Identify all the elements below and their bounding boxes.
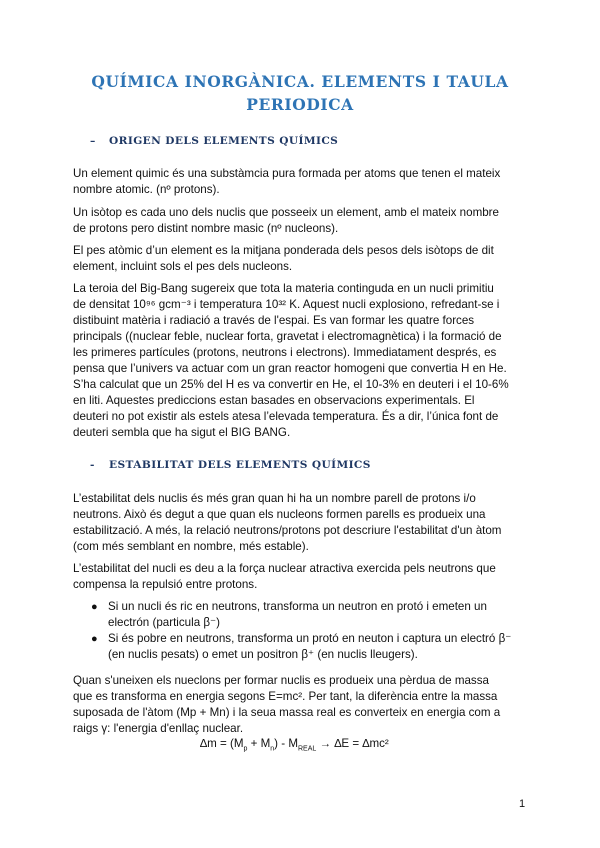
title-line: QUÍMICA INORGÀNICA. ELEMENTS I TAULA <box>91 72 509 91</box>
title-line: PERIODICA <box>246 95 354 114</box>
formula-part: + M <box>247 737 271 750</box>
formula-subscript: REAL <box>298 745 317 753</box>
text-line: estabilització. A més, la relació neutrons/protons pot descriure l'estabilitat d'un àtom <box>73 524 502 537</box>
text-line: Un element quimic és una substàmcia pura formada per atoms que tenen el mateix <box>73 167 501 180</box>
text-line: neutrons. Això és degut a que quan els nucleons formen parells es produeix una <box>73 508 486 521</box>
heading-text: ORIGEN DELS ELEMENTS QUÍMICS <box>109 135 339 147</box>
formula-subscript: n <box>270 745 275 753</box>
paragraph <box>73 166 523 198</box>
text-line: deuteri no pot existir als estels atesa l’elevada temperatura. És a dir, l’única font de <box>73 410 499 423</box>
paragraph <box>73 243 523 275</box>
text-line: pensa que l’univers va actuar com un gran reactor homogeni que convertia H en He. <box>73 362 507 375</box>
text-line: suposada de l'àtom (Mp + Mn) i la seua massa real es converteix en energia com a <box>73 706 501 719</box>
text-line: element, incluint sols el pes dels nucleons. <box>73 260 293 273</box>
page-number: 1 <box>519 798 526 810</box>
text-line: El pes atòmic d’un element es la mitjana ponderada dels pesos dels isòtops de dit <box>73 244 494 257</box>
formula-subscript: p <box>243 745 248 753</box>
formula-part: ) - M <box>274 737 298 750</box>
heading-text: ESTABILITAT DELS ELEMENTS QUÍMICS <box>109 459 371 471</box>
section-heading-estabilitat <box>92 459 371 471</box>
list-item-text <box>108 599 487 631</box>
mass-defect-formula <box>200 737 389 752</box>
text-line: La teroia del Big-Bang sugereix que tota la materia continguda en un nucli primitiu <box>73 282 494 295</box>
text-line: electrón (particula β⁻) <box>108 616 221 629</box>
heading-bullet: – <box>90 135 96 147</box>
text-line: (com més semblant en nombre, més estable). <box>73 540 309 553</box>
text-line: principals ((nuclear feble, nuclear forta, gravetat i electromagnètica) i la formació de <box>73 330 502 343</box>
text-line: L’estabilitat dels nuclis és més gran quan hi ha un nombre parell de protons i/o <box>73 492 476 505</box>
text-line: nombre atomic. (nº protons). <box>73 183 220 196</box>
text-line: raigs γ: l'energia d'enllaç nuclear. <box>73 722 244 735</box>
text-line: Si un nucli és ric en neutrons, transforma un neutron en protó i emeten un <box>108 600 487 613</box>
paragraph <box>73 561 523 593</box>
list-item-text <box>108 631 511 663</box>
text-line: L’estabilitat del nucli es deu a la força nuclear atractiva exercida pels neutrons que <box>73 562 496 575</box>
paragraph <box>73 205 523 237</box>
paragraph <box>73 673 523 737</box>
page-title <box>60 70 540 116</box>
formula-part: ∆m = (M <box>200 737 244 750</box>
text-line: que es transforma en energia segons E=mc². Per tant, la diferència entre la massa <box>73 690 498 703</box>
paragraph <box>73 491 523 555</box>
text-line: de densitat 10⁹⁶ gcm⁻³ i temperatura 10³² K. Aquest nucli explosiono, refredant-se i <box>73 298 500 311</box>
text-line: les primeres partícules (protons, neutrons i electrons). Immediatament després, es <box>73 346 497 359</box>
paragraph <box>73 281 523 441</box>
bullet-dot-icon: ● <box>91 633 98 645</box>
text-line: deuteri sembla que ha sigut el BIG BANG. <box>73 426 291 439</box>
bullet-dot-icon: ● <box>91 601 98 613</box>
text-line: compensa la repulsió entre protons. <box>73 578 258 591</box>
formula-part: → ∆E = ∆mc² <box>316 737 389 750</box>
text-line: (en nuclis pesats) o emet un positron β⁺ (en nuclis lleugers). <box>108 648 418 661</box>
heading-bullet: - <box>90 459 95 471</box>
text-line: Si és pobre en neutrons, transforma un protó en neuton i captura un electró β⁻ <box>108 632 512 645</box>
text-line: Un isòtop es cada uno dels nuclis que posseeix un element, amb el mateix nombre <box>73 206 499 219</box>
section-heading-origen <box>92 135 338 147</box>
text-line: de protons pero distint nombre masic (nº nucleons). <box>73 222 339 235</box>
text-line: S’ha calculat que un 25% del H es va convertir en He, el 10-3% en deuteri i el 10-6% <box>73 378 509 391</box>
text-line: Quan s'uneixen els nueclons per formar nuclis es produeix una pèrdua de massa <box>73 674 489 687</box>
text-line: distibuint matèria i radiació a través de l'espai. Es van formar les quatre forces <box>73 314 475 327</box>
text-line: en liti. Aquestes prediccions estan basades en observacions experimentals. El <box>73 394 475 407</box>
